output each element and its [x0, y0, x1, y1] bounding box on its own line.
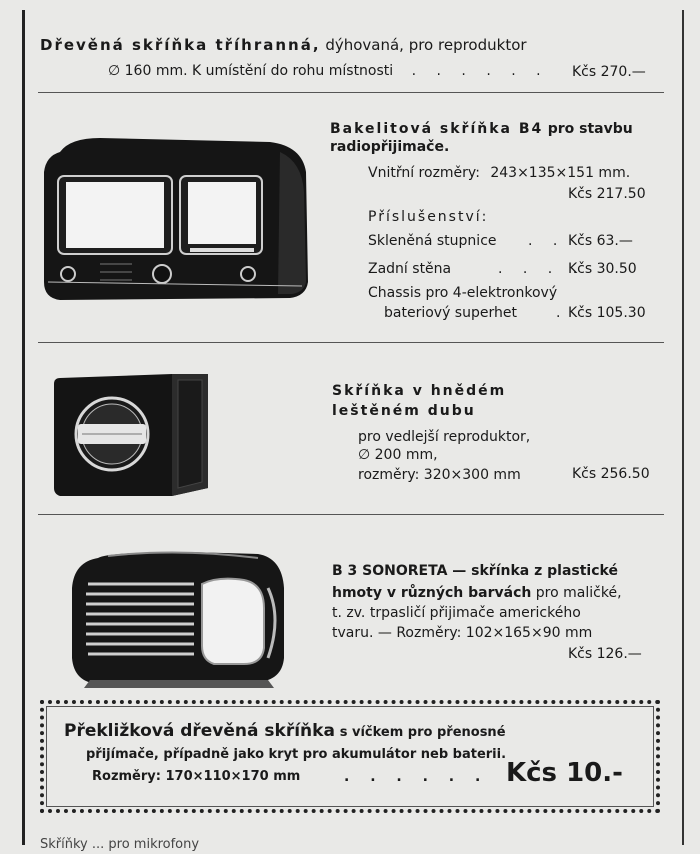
- boxed-line3: Rozměry: 170×110×170 mm: [92, 769, 301, 784]
- boxed-line1: [64, 722, 506, 742]
- speaker-cabinet-image: [52, 370, 214, 500]
- divider-1: [38, 92, 664, 93]
- item2-dims-value: 243×135×151 mm.: [490, 165, 631, 181]
- item1-desc2: ∅ 160 mm. K umístění do rohu místnosti: [108, 63, 394, 79]
- item2-dims-price: Kčs 217.50: [568, 186, 646, 202]
- sonoreta-cabinet-image: [68, 548, 290, 692]
- item4-line1: B 3 SONORETA — skřínka z plastické: [332, 563, 618, 579]
- footer-fragment: Skříňky ... pro mikrofony: [40, 837, 200, 852]
- item2-accessories-heading: Příslušenství:: [368, 209, 489, 225]
- accessory-name: Zadní stěna: [368, 261, 452, 277]
- item1-price: Kčs 270.—: [572, 64, 646, 80]
- accessory-price: Kčs 105.30: [568, 305, 646, 321]
- item2-title: Bakelitová skříňka B4: [330, 121, 544, 137]
- item1-desc1: dýhovaná, pro reproduktor: [325, 36, 527, 54]
- boxed-title-rest: s víčkem pro přenosné: [339, 725, 506, 740]
- accessory-dots: .: [556, 305, 561, 321]
- item4-line2-rest: pro maličké,: [535, 585, 622, 601]
- item2-dims-label: Vnitřní rozměry:: [368, 165, 480, 181]
- item2-title-rest: pro stavbu: [547, 121, 633, 137]
- item4-line2: [332, 584, 622, 602]
- accessory-price: Kčs 30.50: [568, 261, 637, 277]
- item2-title-line: [330, 120, 633, 138]
- boxed-title: Překližková dřevěná skříňka: [64, 721, 335, 741]
- item1-dots: . . . . . .: [411, 63, 549, 79]
- item1-line1: [40, 36, 527, 54]
- accessory-price: Kčs 63.—: [568, 233, 633, 249]
- item2-title-line2: radiopřijimače.: [330, 139, 450, 155]
- divider-3: [38, 514, 664, 515]
- boxed-dots: . . . . . .: [344, 769, 489, 785]
- accessory-dots: . . . .: [498, 261, 586, 277]
- item3-desc1: pro vedlejší reproduktor,: [358, 429, 531, 445]
- boxed-line2: přijímače, případně jako kryt pro akumulátor neb baterii.: [86, 747, 507, 762]
- item3-title-line2: leštěném dubu: [332, 403, 476, 419]
- item4-line3: t. zv. trpasličí přijimače amerického: [332, 605, 581, 621]
- divider-2: [38, 342, 664, 343]
- accessory-name-line2: bateriový superhet: [384, 305, 517, 321]
- boxed-price: Kčs 10.-: [506, 758, 623, 788]
- item3-desc3: rozměry: 320×300 mm: [358, 467, 521, 483]
- item1-title: Dřevěná skříňka tříhranná,: [40, 36, 321, 54]
- item3-title-line1: Skříňka v hnědém: [332, 383, 507, 399]
- item2-dims: [368, 164, 630, 182]
- item4-line2-bold: hmoty v různých barvách: [332, 585, 532, 601]
- item4-price: Kčs 126.—: [568, 646, 642, 662]
- item3-price: Kčs 256.50: [572, 466, 650, 482]
- item3-desc2: ∅ 200 mm,: [358, 447, 438, 463]
- bakelite-cabinet-image: [40, 132, 312, 304]
- accessory-dots: . .: [528, 233, 566, 249]
- item1-line2: [108, 62, 549, 80]
- accessory-name: Skleněná stupnice: [368, 233, 497, 249]
- item4-line4: tvaru. — Rozměry: 102×165×90 mm: [332, 625, 593, 641]
- accessory-name: Chassis pro 4-elektronkový: [368, 285, 558, 301]
